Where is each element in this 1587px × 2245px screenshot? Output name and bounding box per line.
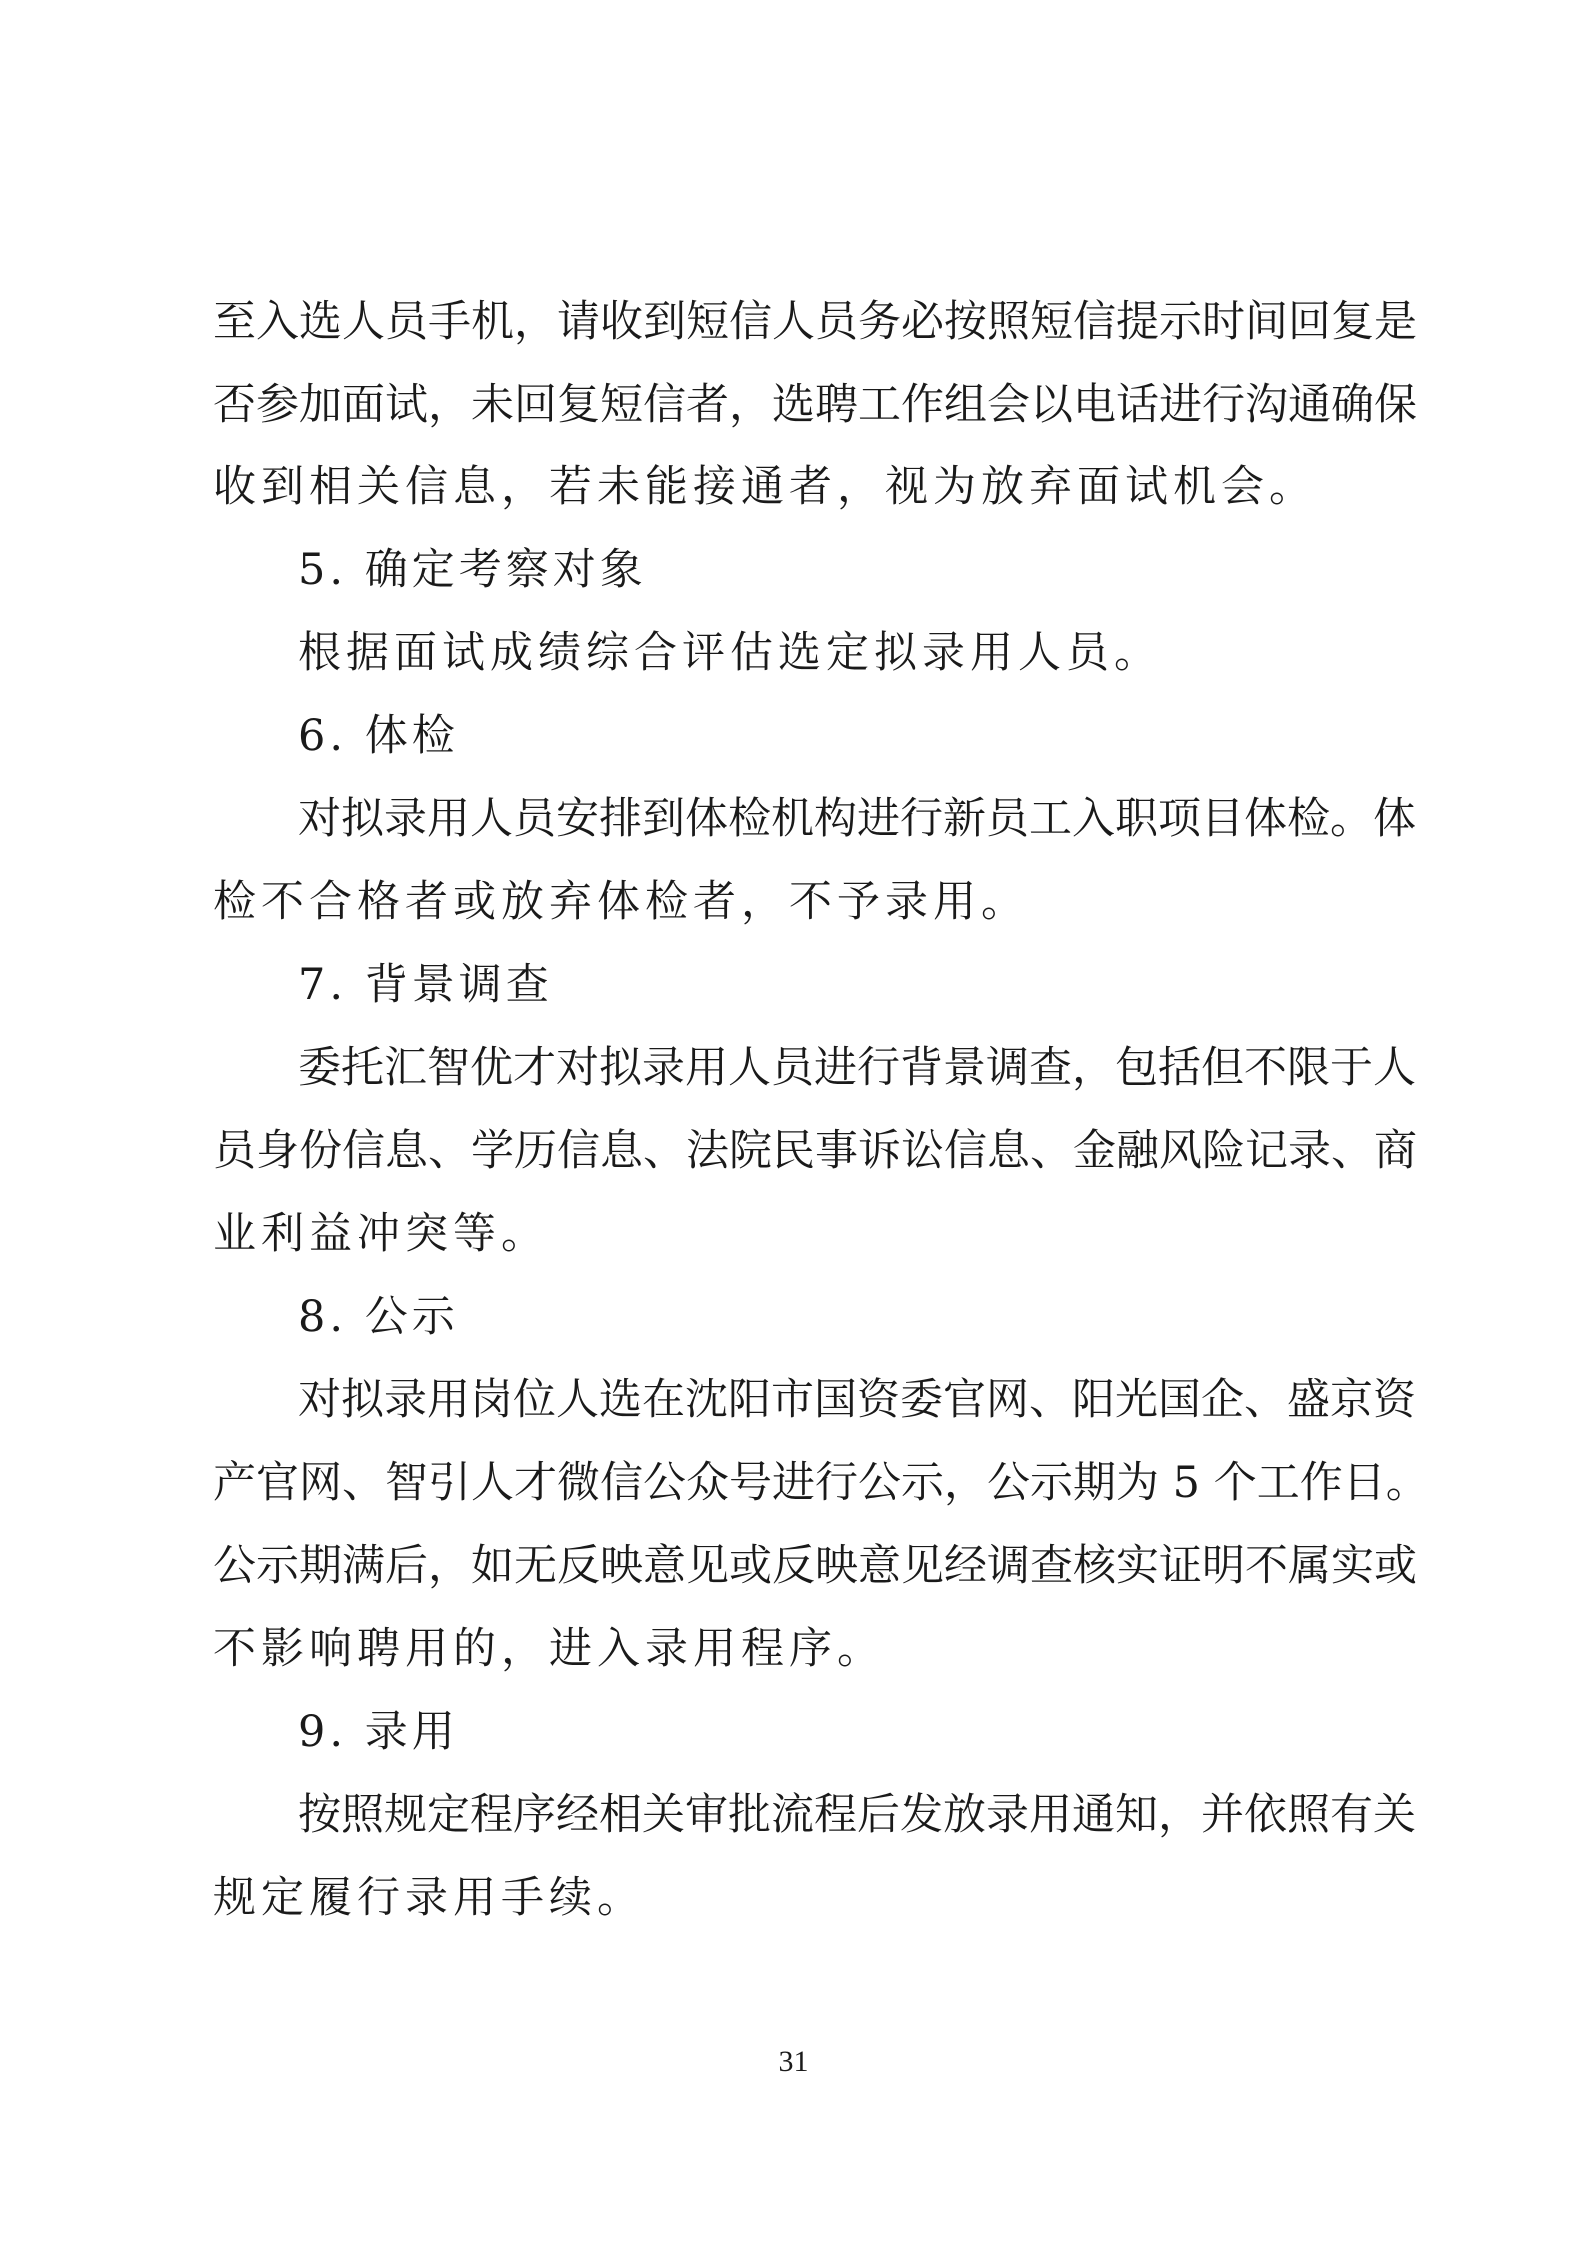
paragraph-line: 员身份信息、学历信息、法院民事诉讼信息、金融风险记录、商 (213, 1126, 1417, 1176)
section-heading-8: 8. 公示 (298, 1292, 459, 1342)
paragraph-line: 对拟录用人员安排到体检机构进行新员工入职项目体检。体 (298, 794, 1416, 844)
section-heading-6: 6. 体检 (298, 711, 459, 761)
paragraph-line: 规定履行录用手续。 (213, 1873, 645, 1923)
paragraph-line: 至入选人员手机，请收到短信人员务必按照短信提示时间回复是 (213, 297, 1417, 347)
paragraph-line: 产官网、智引人才微信公众号进行公示，公示期为 5 个工作日。 (213, 1458, 1429, 1508)
section-heading-7: 7. 背景调查 (298, 960, 553, 1010)
section-heading-9: 9. 录用 (298, 1707, 459, 1757)
page-number: 31 (778, 2045, 809, 2078)
paragraph-line: 委托汇智优才对拟录用人员进行背景调查，包括但不限于人 (298, 1043, 1416, 1093)
paragraph-line: 不影响聘用的，进入录用程序。 (213, 1624, 885, 1674)
paragraph-line: 对拟录用岗位人选在沈阳市国资委官网、阳光国企、盛京资 (298, 1375, 1416, 1425)
paragraph-line: 检不合格者或放弃体检者，不予录用。 (213, 877, 1029, 927)
paragraph-line: 否参加面试，未回复短信者，选聘工作组会以电话进行沟通确保 (213, 380, 1417, 430)
paragraph-line: 按照规定程序经相关审批流程后发放录用通知，并依照有关 (298, 1790, 1416, 1840)
paragraph-line: 根据面试成绩综合评估选定拟录用人员。 (298, 628, 1162, 678)
paragraph-line: 公示期满后，如无反映意见或反映意见经调查核实证明不属实或 (213, 1541, 1417, 1591)
paragraph-line: 收到相关信息，若未能接通者，视为放弃面试机会。 (213, 462, 1317, 512)
paragraph-line: 业利益冲突等。 (213, 1209, 549, 1259)
section-heading-5: 5. 确定考察对象 (298, 545, 647, 595)
